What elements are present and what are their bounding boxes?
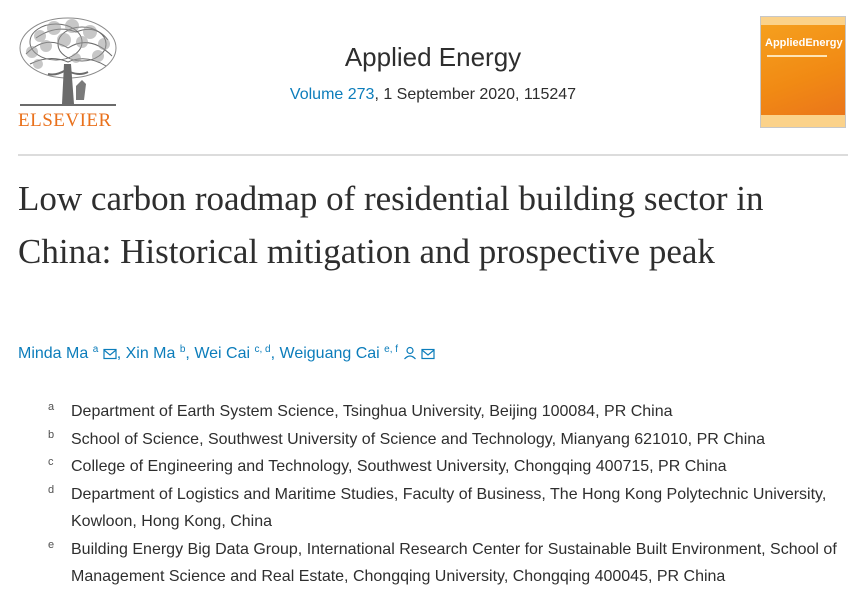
volume-link[interactable]: Volume 273 — [289, 86, 375, 103]
author-weiguang-cai[interactable]: Weiguang Cai — [279, 345, 380, 362]
publisher-logo-text: ELSEVIER — [18, 110, 112, 131]
affiliation-text: School of Science, Southwest University of Science and Technology, Mianyang 621010, PR China — [71, 430, 766, 448]
affiliation-item — [48, 536, 848, 591]
email-icon[interactable] — [421, 348, 435, 360]
affiliation-text: Department of Earth System Science, Tsinghua University, Beijing 100084, PR China — [71, 403, 673, 420]
article-title: Low carbon roadmap of residential building sector in China: Historical mitigation and prospective peak — [18, 179, 764, 271]
author-wei-cai[interactable]: Wei Cai — [194, 345, 251, 362]
journal-title[interactable]: Applied Energy — [344, 42, 522, 72]
cover-rule — [767, 55, 827, 57]
affiliation-label: c — [48, 456, 54, 468]
author-separator: , — [270, 345, 280, 362]
affiliation-item — [48, 453, 848, 481]
person-icon[interactable] — [403, 346, 417, 360]
author-affiliation-sup[interactable]: a — [92, 344, 99, 355]
issue-date-and-article-number: , 1 September 2020, 115247 — [374, 86, 577, 103]
cover-top-band — [761, 17, 845, 25]
affiliation-label: e — [48, 538, 55, 551]
affiliation-label: d — [48, 483, 55, 496]
affiliation-label: b — [48, 428, 55, 441]
header-divider — [18, 154, 848, 156]
affiliation-text: College of Engineering and Technology, Southwest University, Chongqing 400715, PR China — [71, 458, 727, 475]
affiliation-text: Building Energy Big Data Group, International Research Center for Sustainable Built Environment, School of Management Science and Real Estate, Chongqing University, Chongqing 400045, PR China — [71, 540, 837, 585]
author-xin-ma[interactable]: Xin Ma — [125, 345, 176, 362]
author-separator: , — [116, 345, 126, 362]
journal-cover-image[interactable] — [760, 16, 846, 128]
author-affiliation-sup[interactable]: b — [179, 344, 186, 355]
email-icon[interactable] — [103, 348, 117, 360]
affiliation-item — [48, 426, 848, 454]
cover-journal-name: AppliedEnergy — [765, 37, 843, 49]
article-header — [0, 0, 866, 156]
affiliation-text: Department of Logistics and Maritime Studies, Faculty of Business, The Hong Kong Polytechnic University, Kowloon, Hong Kong, China — [71, 485, 827, 530]
author-affiliation-sup[interactable]: c, d — [254, 344, 271, 355]
affiliation-list — [48, 398, 848, 591]
author-minda-ma[interactable]: Minda Ma — [18, 345, 89, 362]
cover-bottom-band — [761, 115, 845, 127]
affiliation-item — [48, 398, 848, 426]
author-list — [18, 344, 435, 363]
journal-issue-info — [0, 86, 866, 104]
affiliation-label: a — [48, 401, 55, 413]
author-affiliation-sup[interactable]: e, f — [384, 344, 399, 355]
author-separator: , — [185, 345, 195, 362]
affiliation-item — [48, 481, 848, 536]
